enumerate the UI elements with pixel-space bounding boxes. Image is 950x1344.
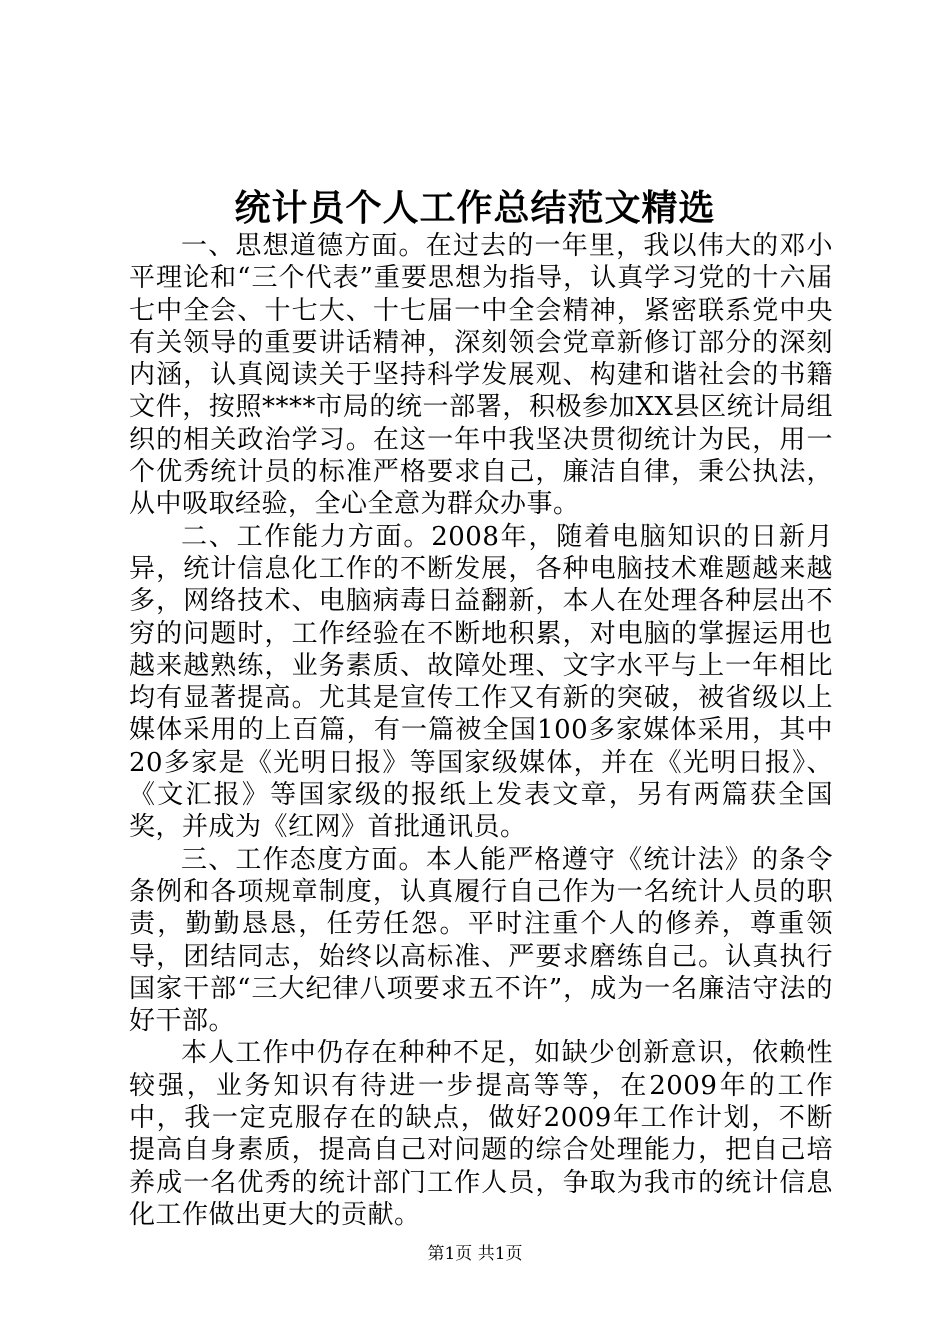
paragraph-shortcomings: 本人工作中仍存在种种不足，如缺少创新意识，依赖性较强，业务知识有待进一步提高等等，在2009年的工作中，我一定克服存在的缺点，做好2009年工作计划，不断提高自身素质，提高自己对问题的综合处理能力，把自己培养成一名优秀的统计部门工作人员，争取为我市的统计信息化工作做出更大的贡献。 xyxy=(129,1038,833,1230)
paragraph-work-ability: 二、工作能力方面。2008年，随着电脑知识的日新月异，统计信息化工作的不断发展，各种电脑技术难题越来越多，网络技术、电脑病毒日益翻新，本人在处理各种层出不穷的问题时，工作经验在不断地积累，对电脑的掌握运用也越来越熟练，业务素质、故障处理、文字水平与上一年相比均有显著提高。尤其是宣传工作又有新的突破，被省级以上媒体采用的上百篇，有一篇被全国100多家媒体采用，其中20多家是《光明日报》等国家级媒体，并在《光明日报》、《文汇报》等国家级的报纸上发表文章，另有两篇获全国奖，并成为《红网》首批通讯员。 xyxy=(129,521,833,843)
document-body xyxy=(129,230,833,1231)
document-title: 统计员个人工作总结范文精选 xyxy=(234,187,716,229)
paragraph-ideology: 一、思想道德方面。在过去的一年里，我以伟大的邓小平理论和“三个代表”重要思想为指导，认真学习党的十六届七中全会、十七大、十七届一中全会精神，紧密联系党中央有关领导的重要讲话精神，深刻领会党章新修订部分的深刻内涵，认真阅读关于坚持科学发展观、构建和谐社会的书籍文件，按照****市局的统一部署，积极参加XX县区统计局组织的相关政治学习。在这一年中我坚决贯彻统计为民，用一个优秀统计员的标准严格要求自己，廉洁自律，秉公执法，从中吸取经验，全心全意为群众办事。 xyxy=(129,231,833,520)
page-number-footer: 第1页 共1页 xyxy=(427,1244,523,1264)
paragraph-work-attitude: 三、工作态度方面。本人能严格遵守《统计法》的条令条例和各项规章制度，认真履行自己作为一名统计人员的职责，勤勤恳恳，任劳任怨。平时注重个人的修养，尊重领导，团结同志，始终以高标准、严要求磨练自己。认真执行国家干部“三大纪律八项要求五不许”，成为一名廉洁守法的好干部。 xyxy=(129,844,833,1037)
